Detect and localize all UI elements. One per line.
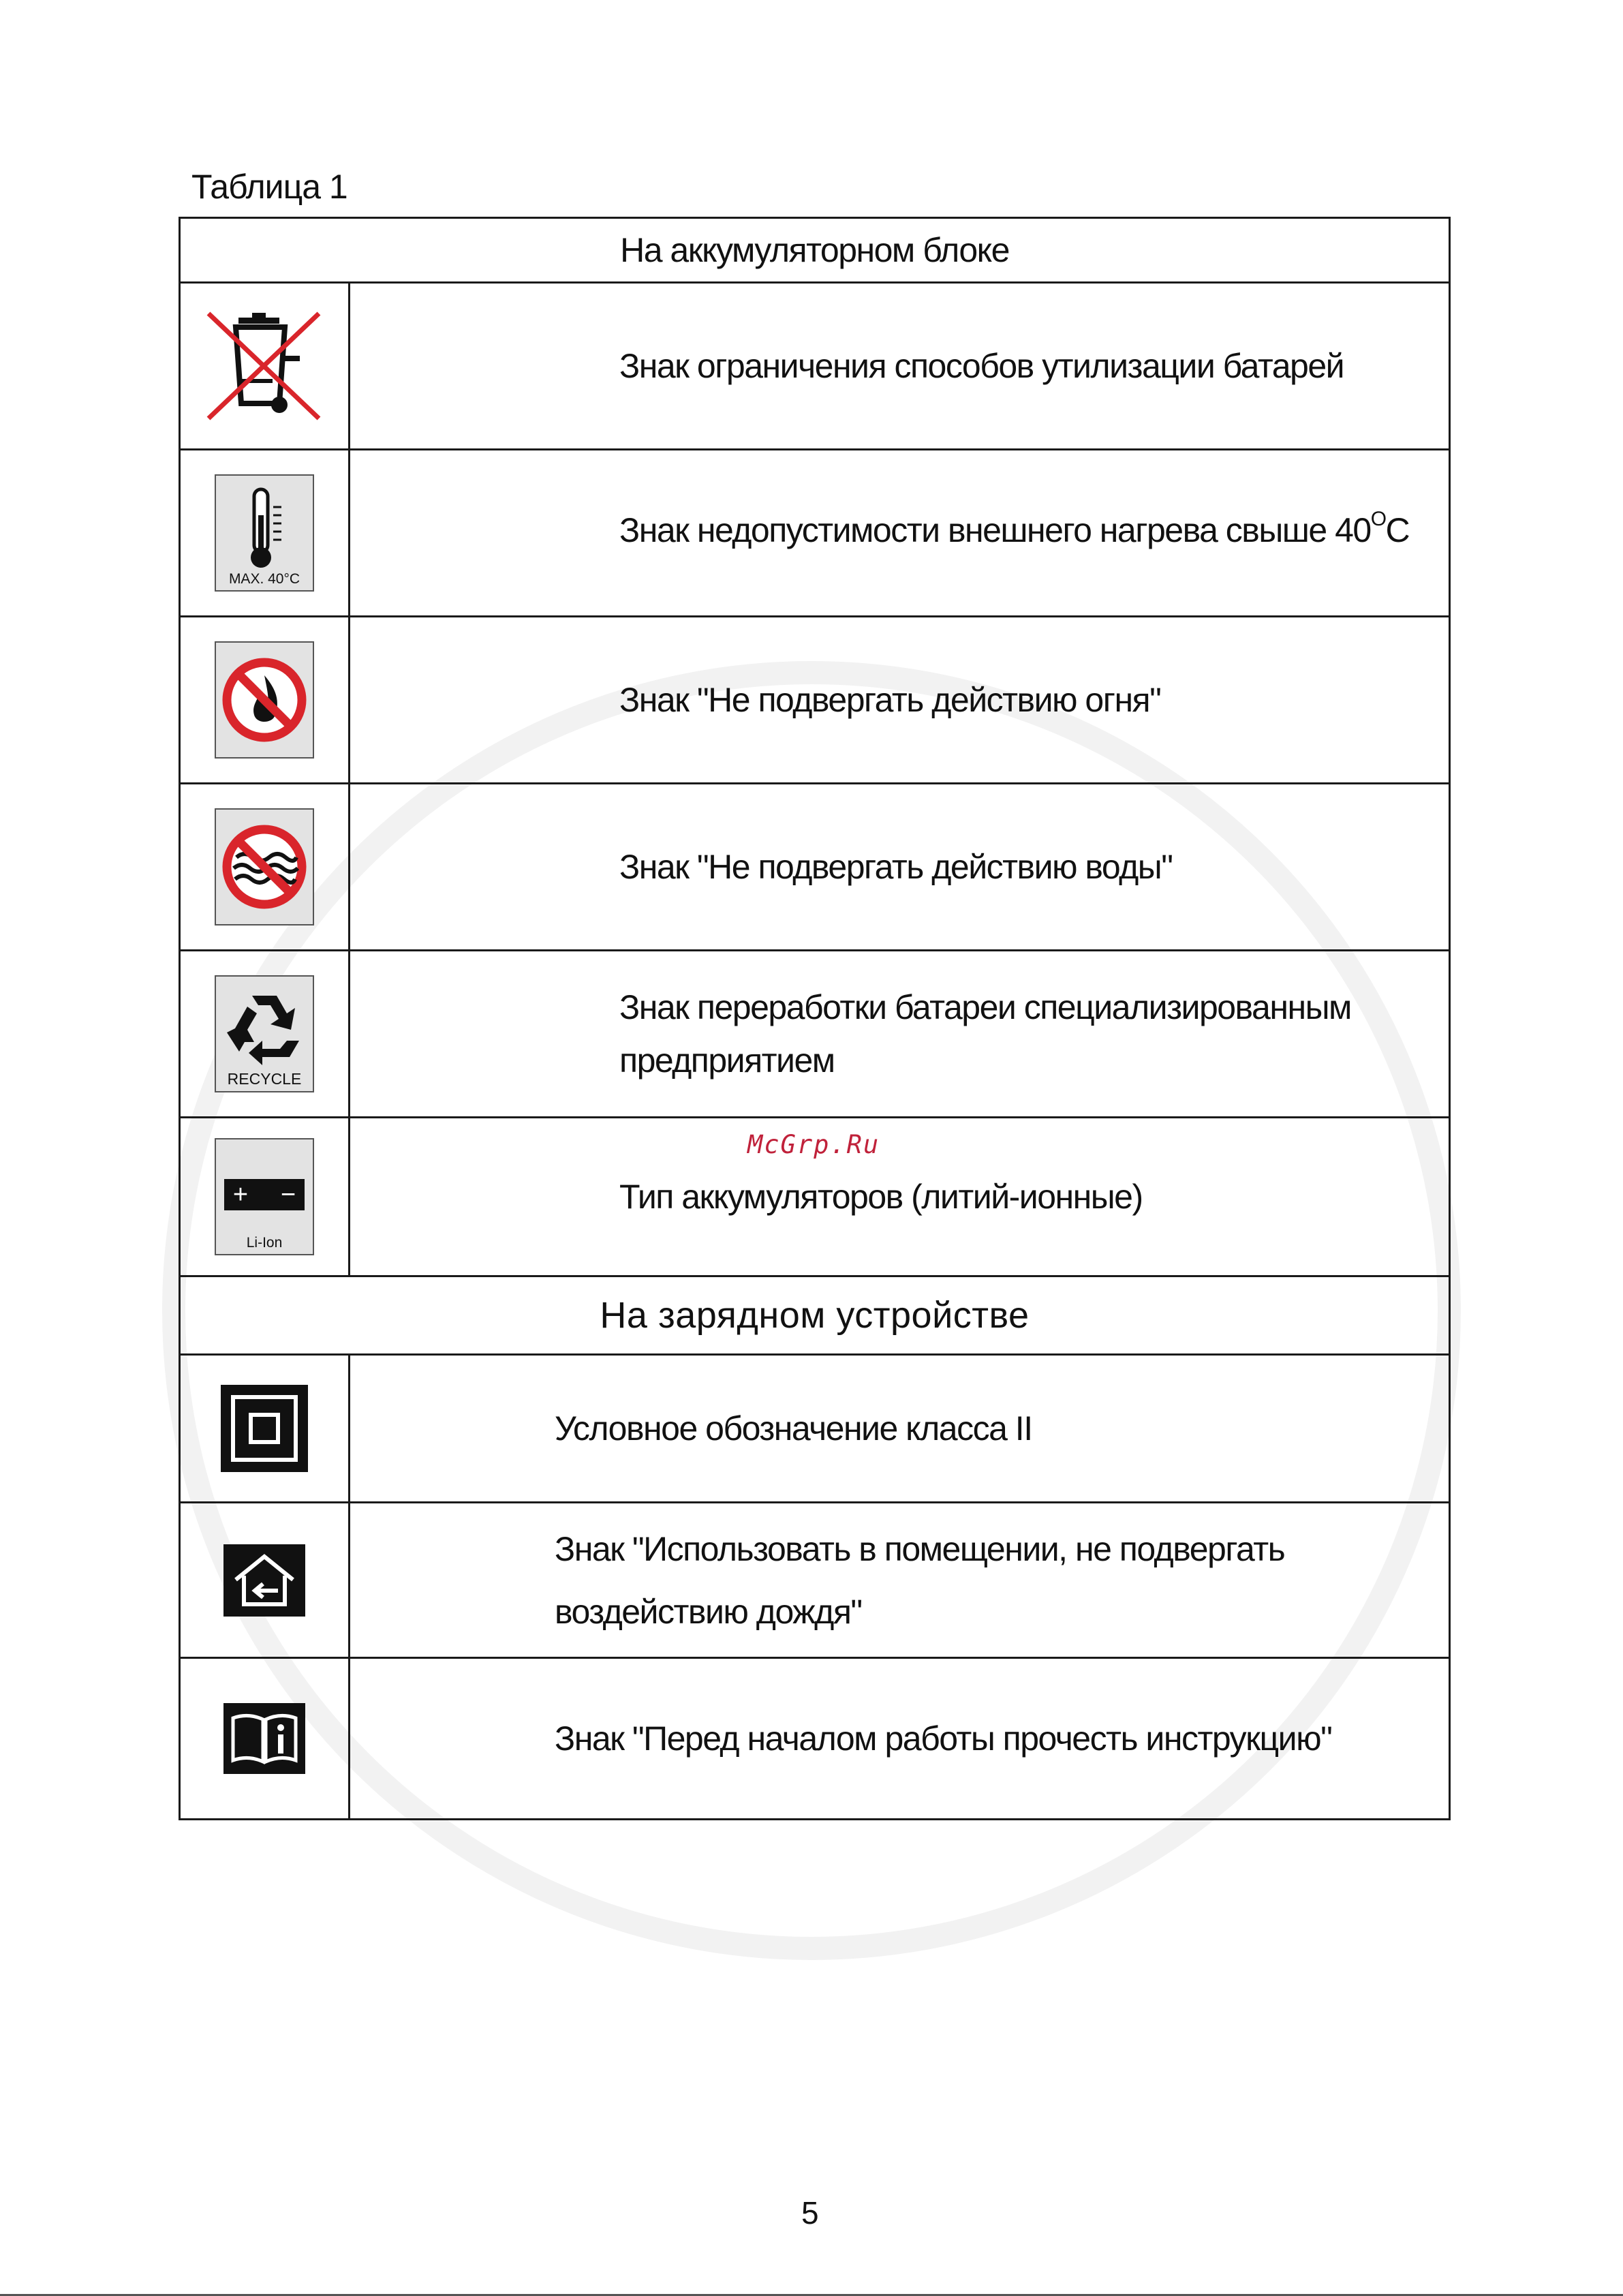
- icon-cell: [180, 617, 350, 784]
- no-fire-icon: [215, 641, 314, 759]
- thermometer-label: MAX. 40°C: [228, 571, 300, 587]
- icon-cell: [180, 951, 350, 1118]
- watermark-text: McGrp.Ru: [747, 1130, 880, 1159]
- icon-cell: [180, 784, 350, 951]
- page-number: 5: [801, 2195, 819, 2231]
- recycle-label: RECYCLE: [227, 1070, 302, 1088]
- row-text-line: Знак переработки батареи специализированным: [619, 988, 1351, 1026]
- row-text-suffix: C: [1385, 511, 1410, 549]
- superscript-degree: O: [1370, 508, 1386, 530]
- row-description: Условное обозначение класса II: [350, 1355, 1450, 1503]
- table-row: [180, 1503, 1450, 1658]
- icon-cell: [180, 450, 350, 617]
- row-description: Знак "Не подвергать действию воды": [350, 784, 1450, 951]
- row-text: Знак недопустимости внешнего нагрева свыше 40: [619, 511, 1371, 549]
- row-description: Знак "Перед началом работы прочесть инструкцию": [350, 1658, 1450, 1820]
- icon-cell: [180, 1355, 350, 1503]
- li-ion-battery-icon: [215, 1138, 314, 1255]
- symbols-table: [179, 217, 1451, 1820]
- read-manual-book-icon: [223, 1703, 305, 1774]
- crossed-out-bin-icon: [203, 308, 326, 424]
- table-row: [180, 450, 1450, 617]
- row-text-line: предприятием: [619, 1041, 835, 1080]
- icon-cell: [180, 1658, 350, 1820]
- section-header-battery: [180, 218, 1450, 283]
- row-description: Знак ограничения способов утилизации батарей: [350, 283, 1450, 450]
- thermometer-max-40-icon: [215, 474, 314, 592]
- table-row: [180, 617, 1450, 784]
- recycle-icon: [215, 975, 314, 1092]
- class-ii-double-square-icon: [221, 1385, 308, 1472]
- no-water-icon: [215, 808, 314, 925]
- battery-minus: −: [280, 1180, 296, 1209]
- table-caption: Таблица 1: [191, 168, 347, 206]
- row-description: [350, 951, 1450, 1118]
- row-description: [350, 1503, 1450, 1658]
- table-row: [180, 1658, 1450, 1820]
- icon-cell: [180, 283, 350, 450]
- table-row: [180, 951, 1450, 1118]
- table-row: [180, 283, 1450, 450]
- table-row: [180, 784, 1450, 951]
- icon-cell: [180, 1503, 350, 1658]
- section-title-battery: На аккумуляторном блоке: [180, 218, 1450, 283]
- row-description: Тип аккумуляторов (литий-ионные): [350, 1118, 1450, 1276]
- icon-cell: [180, 1118, 350, 1276]
- table-row: [180, 1355, 1450, 1503]
- row-description: [350, 450, 1450, 617]
- indoor-use-house-icon: [223, 1544, 305, 1617]
- section-title-charger: На зарядном устройстве: [180, 1276, 1450, 1355]
- row-text-line: Знак "Использовать в помещении, не подвергать: [555, 1529, 1285, 1568]
- section-header-charger: [180, 1276, 1450, 1355]
- row-text-line: воздействию дождя": [555, 1592, 862, 1631]
- battery-plus: +: [232, 1180, 249, 1209]
- row-description: Знак "Не подвергать действию огня": [350, 617, 1450, 784]
- li-ion-label: Li-Ion: [246, 1235, 283, 1251]
